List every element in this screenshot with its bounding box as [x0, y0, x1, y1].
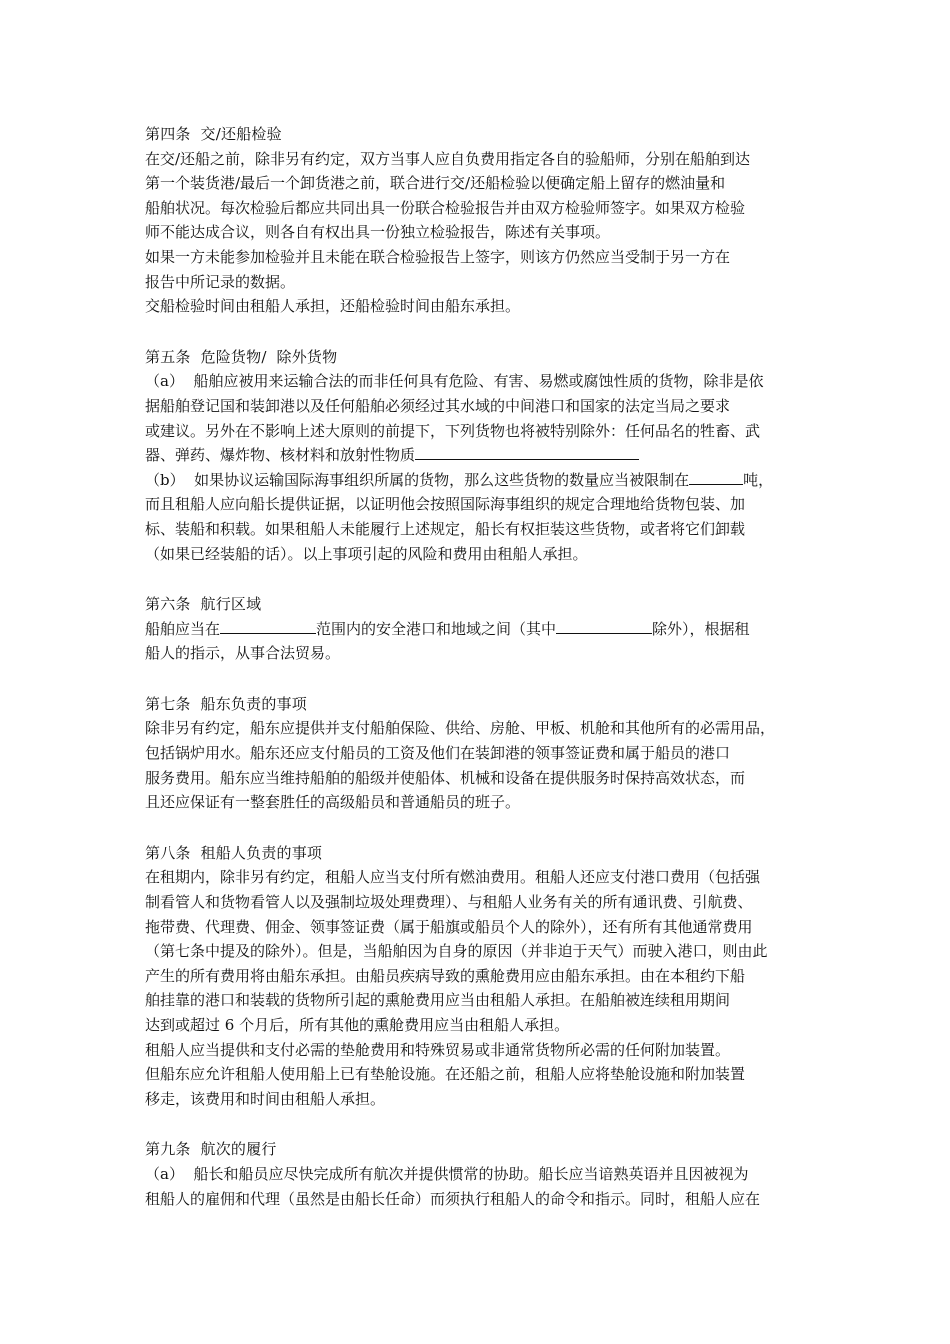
article-5 [145, 345, 825, 566]
paragraph-line: 而且租船人应向船长提供证据，以证明他会按照国际海事组织的规定合理地给货物包装、加 [145, 495, 746, 514]
paragraph-text: （b） 如果协议运输国际海事组织所属的货物，那么这些货物的数量应当被限制在 [145, 470, 690, 489]
paragraph-line: 除非另有约定，船东应提供并支付船舶保险、供给、房舱、甲板、机舱和其他所有的必需用品， [145, 719, 776, 738]
paragraph-line: 服务费用。船东应当维持船舶的船级并使船体、机械和设备在提供服务时保持高效状态，而 [145, 768, 746, 787]
paragraph-text: 除外），根据租 [652, 619, 750, 638]
paragraph-line: 舶挂靠的港口和装载的货物所引起的熏舱费用应当由租船人承担。在船舶被连续租用期间 [145, 991, 731, 1010]
paragraph-text: 吨， [743, 470, 774, 489]
paragraph-line: 船舶状况。每次检验后都应共同出具一份联合检验报告并由双方检验师签字。如果双方检验 [145, 198, 746, 217]
paragraph-line: 租船人的雇佣和代理（虽然是由船长任命）而须执行租船人的命令和指示。同时，租船人应在 [145, 1189, 761, 1208]
paragraph-line: 师不能达成合议，则各自有权出具一份独立检验报告，陈述有关事项。 [145, 223, 611, 242]
paragraph-line: （a） 船舶应被用来运输合法的而非任何具有危险、有害、易燃或腐蚀性质的货物，除非是依 [145, 372, 764, 391]
article-4 [145, 122, 825, 319]
article-7-title: 第七条 船东负责的事项 [145, 694, 307, 713]
article-9 [145, 1137, 825, 1211]
paragraph-line: 移走，该费用和时间由租船人承担。 [145, 1089, 386, 1108]
paragraph-text: 船舶应当在 [145, 619, 221, 638]
article-6-title: 第六条 航行区域 [145, 595, 262, 614]
paragraph-line: 达到或超过 6 个月后，所有其他的熏舱费用应当由租船人承担。 [145, 1016, 570, 1034]
article-8 [145, 841, 825, 1112]
paragraph-line: 且还应保证有一整套胜任的高级船员和普通船员的班子。 [145, 793, 521, 812]
article-7 [145, 692, 825, 815]
paragraph-line: 制看管人和货物看管人以及强制垃圾处理费理）、与租船人业务有关的所有通讯费、引航费、 [145, 893, 753, 912]
paragraph-line: 交船检验时间由租船人承担，还船检验时间由船东承担。 [145, 297, 521, 316]
paragraph-line: 标、装船和积载。如果租船人未能履行上述规定，船长有权拒装这些货物，或者将它们卸载 [145, 519, 746, 538]
article-6 [145, 592, 825, 666]
paragraph-line: 包括锅炉用水。船东还应支付船员的工资及他们在装卸港的领事签证费和属于船员的港口 [145, 744, 731, 763]
paragraph-line: （a） 船长和船员应尽快完成所有航次并提供惯常的协助。船长应当谙熟英语并且因被视为 [145, 1164, 749, 1183]
paragraph-line: 租船人应当提供和支付必需的垫舱费用和特殊贸易或非通常货物所必需的任何附加装置。 [145, 1040, 731, 1059]
fill-in-blank-trading-area[interactable] [220, 618, 316, 634]
paragraph-line: 第一个装货港/最后一个卸货港之前，联合进行交/还船检验以便确定船上留存的燃油量和 [145, 174, 726, 193]
paragraph-line: 据船舶登记国和装卸港以及任何船舶必须经过其水域的中间港口和国家的法定当局之要求 [145, 396, 731, 415]
paragraph-line: 或建议。另外在不影响上述大原则的前提下，下列货物也将被特别除外：任何品名的牲畜、武 [145, 421, 761, 440]
paragraph-text: 器、弹药、爆炸物、核材料和放射性物质 [145, 446, 416, 465]
fill-in-blank-excluded-goods[interactable] [415, 444, 639, 460]
paragraph-line: 如果一方未能参加检验并且未能在联合检验报告上签字，则该方仍然应当受制于另一方在 [145, 247, 731, 266]
paragraph-line: 在租期内，除非另有约定，租船人应当支付所有燃油费用。租船人还应支付港口费用（包括强 [145, 868, 761, 887]
document-page [145, 122, 825, 1237]
article-5-title: 第五条 危险货物/ 除外货物 [145, 347, 338, 366]
article-4-title: 第四条 交/还船检验 [145, 125, 282, 143]
paragraph-line: 在交/还船之前，除非另有约定，双方当事人应自负费用指定各自的验船师，分别在船舶到达 [145, 149, 751, 168]
paragraph-line: 船人的指示，从事合法贸易。 [145, 644, 341, 663]
paragraph-line-with-blank [145, 468, 825, 493]
fill-in-blank-tonnage[interactable] [689, 469, 743, 485]
paragraph-line-with-blank [145, 617, 825, 642]
article-9-title: 第九条 航次的履行 [145, 1140, 277, 1159]
paragraph-line: 报告中所记录的数据。 [145, 272, 296, 291]
article-8-title: 第八条 租船人负责的事项 [145, 843, 323, 862]
fill-in-blank-excluded-area[interactable] [556, 618, 652, 634]
paragraph-text: 范围内的安全港口和地域之间（其中 [316, 619, 557, 638]
paragraph-line: （如果已经装船的话）。以上事项引起的风险和费用由租船人承担。 [145, 544, 588, 563]
paragraph-line: 但船东应允许租船人使用船上已有垫舱设施。在还船之前，租船人应将垫舱设施和附加装置 [145, 1065, 746, 1084]
paragraph-line-with-blank [145, 443, 825, 468]
paragraph-line: 拖带费、代理费、佣金、领事签证费（属于船旗或船员个人的除外），还有所有其他通常费用 [145, 917, 753, 936]
paragraph-line: 产生的所有费用将由船东承担。由船员疾病导致的熏舱费用应由船东承担。由在本租约下船 [145, 966, 746, 985]
paragraph-line: （第七条中提及的除外）。但是，当船舶因为自身的原因（并非迫于天气）而驶入港口，则由此 [145, 942, 768, 961]
